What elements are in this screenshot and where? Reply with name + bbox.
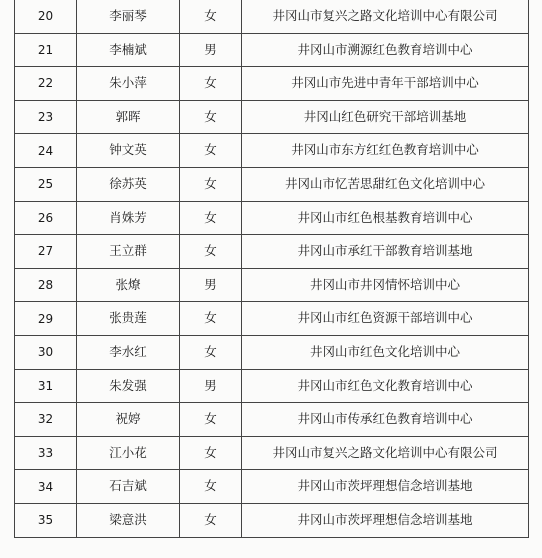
gender-cell: 女 xyxy=(180,167,242,201)
gender-cell: 女 xyxy=(180,201,242,235)
gender-cell: 女 xyxy=(180,302,242,336)
person-name-cell: 梁意洪 xyxy=(77,503,180,537)
person-name-cell: 徐苏英 xyxy=(77,167,180,201)
gender-cell: 女 xyxy=(180,134,242,168)
organization-cell: 井冈山红色研究干部培训基地 xyxy=(242,100,529,134)
row-number-cell: 23 xyxy=(15,100,77,134)
person-name-cell: 张贵莲 xyxy=(77,302,180,336)
row-number-cell: 25 xyxy=(15,167,77,201)
organization-cell: 井冈山市茨坪理想信念培训基地 xyxy=(242,503,529,537)
person-name-cell: 祝婷 xyxy=(77,403,180,437)
roster-table xyxy=(14,0,529,538)
person-name-cell: 朱发强 xyxy=(77,369,180,403)
table-row xyxy=(15,302,529,336)
table-row xyxy=(15,0,529,33)
gender-cell: 男 xyxy=(180,268,242,302)
table-row xyxy=(15,134,529,168)
row-number-cell: 22 xyxy=(15,67,77,101)
gender-cell: 女 xyxy=(180,436,242,470)
organization-cell: 井冈山市复兴之路文化培训中心有限公司 xyxy=(242,436,529,470)
table-row xyxy=(15,436,529,470)
row-number-cell: 26 xyxy=(15,201,77,235)
row-number-cell: 32 xyxy=(15,403,77,437)
person-name-cell: 江小花 xyxy=(77,436,180,470)
person-name-cell: 肖姝芳 xyxy=(77,201,180,235)
person-name-cell: 朱小萍 xyxy=(77,67,180,101)
table-row xyxy=(15,369,529,403)
gender-cell: 男 xyxy=(180,369,242,403)
organization-cell: 井冈山市承红干部教育培训基地 xyxy=(242,235,529,269)
gender-cell: 女 xyxy=(180,335,242,369)
row-number-cell: 27 xyxy=(15,235,77,269)
gender-cell: 女 xyxy=(180,100,242,134)
person-name-cell: 石吉斌 xyxy=(77,470,180,504)
organization-cell: 井冈山市复兴之路文化培训中心有限公司 xyxy=(242,0,529,33)
person-name-cell: 李水红 xyxy=(77,335,180,369)
table-row xyxy=(15,335,529,369)
table-row xyxy=(15,100,529,134)
organization-cell: 井冈山市红色文化教育培训中心 xyxy=(242,369,529,403)
roster-body xyxy=(15,0,529,537)
gender-cell: 男 xyxy=(180,33,242,67)
organization-cell: 井冈山市传承红色教育培训中心 xyxy=(242,403,529,437)
organization-cell: 井冈山市先进中青年干部培训中心 xyxy=(242,67,529,101)
person-name-cell: 郭晖 xyxy=(77,100,180,134)
gender-cell: 女 xyxy=(180,403,242,437)
row-number-cell: 28 xyxy=(15,268,77,302)
table-row xyxy=(15,268,529,302)
row-number-cell: 33 xyxy=(15,436,77,470)
gender-cell: 女 xyxy=(180,67,242,101)
row-number-cell: 29 xyxy=(15,302,77,336)
person-name-cell: 钟文英 xyxy=(77,134,180,168)
table-row xyxy=(15,503,529,537)
row-number-cell: 35 xyxy=(15,503,77,537)
table-row xyxy=(15,201,529,235)
organization-cell: 井冈山市井冈情怀培训中心 xyxy=(242,268,529,302)
gender-cell: 女 xyxy=(180,470,242,504)
gender-cell: 女 xyxy=(180,503,242,537)
organization-cell: 井冈山市红色文化培训中心 xyxy=(242,335,529,369)
person-name-cell: 李楠斌 xyxy=(77,33,180,67)
organization-cell: 井冈山市忆苦思甜红色文化培训中心 xyxy=(242,167,529,201)
organization-cell: 井冈山市溯源红色教育培训中心 xyxy=(242,33,529,67)
organization-cell: 井冈山市茨坪理想信念培训基地 xyxy=(242,470,529,504)
row-number-cell: 24 xyxy=(15,134,77,168)
row-number-cell: 20 xyxy=(15,0,77,33)
person-name-cell: 李丽琴 xyxy=(77,0,180,33)
table-row xyxy=(15,33,529,67)
organization-cell: 井冈山市东方红红色教育培训中心 xyxy=(242,134,529,168)
person-name-cell: 张燎 xyxy=(77,268,180,302)
table-row xyxy=(15,67,529,101)
row-number-cell: 31 xyxy=(15,369,77,403)
row-number-cell: 30 xyxy=(15,335,77,369)
row-number-cell: 34 xyxy=(15,470,77,504)
person-name-cell: 王立群 xyxy=(77,235,180,269)
organization-cell: 井冈山市红色资源干部培训中心 xyxy=(242,302,529,336)
organization-cell: 井冈山市红色根基教育培训中心 xyxy=(242,201,529,235)
gender-cell: 女 xyxy=(180,0,242,33)
table-row xyxy=(15,470,529,504)
row-number-cell: 21 xyxy=(15,33,77,67)
gender-cell: 女 xyxy=(180,235,242,269)
table-row xyxy=(15,403,529,437)
table-row xyxy=(15,167,529,201)
table-row xyxy=(15,235,529,269)
